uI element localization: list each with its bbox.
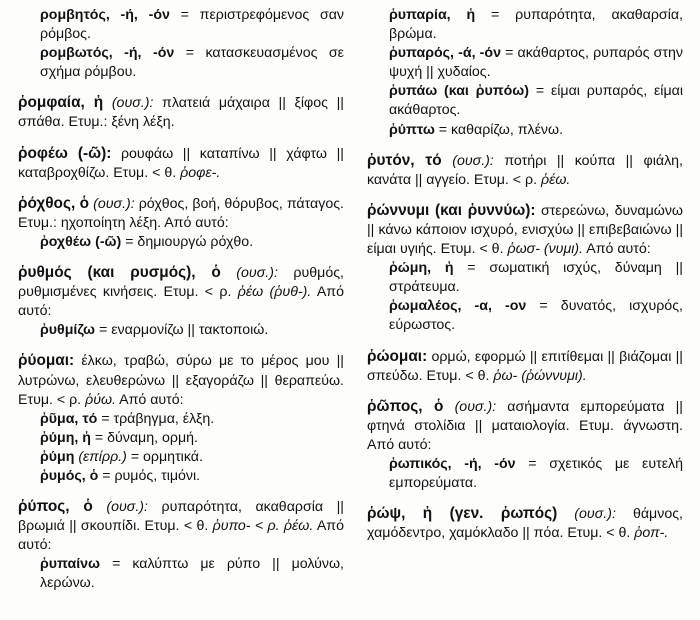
entry-definition: = σχετικός με ευτελή εμπορεύματα. <box>389 455 684 492</box>
entry-definition: ρόχθος, βοή, θόρυβος, πάταγος. Ετυμ.: ηχοποίητη λέξη. Από αυτό: <box>18 195 344 231</box>
entry-tail: Από αυτό: <box>115 391 184 408</box>
entry-definition: = περιστρεφόμενος σαν ρόμβος. <box>40 7 344 43</box>
dictionary-entry <box>18 263 344 340</box>
entry-grammar: (ουσ.): <box>441 152 494 169</box>
left-column <box>18 6 344 605</box>
derived-entry <box>367 297 683 335</box>
dictionary-entry <box>18 144 344 183</box>
dictionary-entry <box>18 93 344 132</box>
entry-definition: έλκω, τραβώ, σύρω με το μέρος μου || λυτρώνω, ελευθερώνω || εξαγοράζω || θεραπεύω. Ετυμ. < ρ. <box>18 353 344 408</box>
derived-entry <box>18 410 344 429</box>
entry-definition: ορμώ, εφορμώ || επιτίθεμαι || βιάζομαι || σπεύδω. Ετυμ. < θ. <box>367 348 683 384</box>
entry-definition: = δύναμη, ορμή. <box>90 429 198 446</box>
entry-lemma: ῥώννυμι (και ῥυννύω): <box>367 201 536 219</box>
dictionary-entry <box>18 351 344 486</box>
dictionary-entry <box>367 82 683 120</box>
dictionary-entry <box>18 6 344 44</box>
dictionary-entry <box>18 194 344 252</box>
dictionary-entry <box>367 44 683 82</box>
entry-lemma: ῥύομαι: <box>18 352 75 370</box>
entry-grammar: (ουσ.): <box>220 265 278 282</box>
entry-lemma: ῥύπτω <box>389 121 435 138</box>
entry-definition: ποτήρι || κούπα || φιάλη, κανάτα || αγγείο. Ετυμ. < ρ. <box>367 152 683 188</box>
etymology-root: ῥοφε-. <box>176 164 221 181</box>
derived-entry <box>18 429 344 448</box>
entry-lemma: ῥύμη, ἡ <box>40 429 91 446</box>
entry-lemma: ρομβητός, -ή, -όν <box>40 7 170 23</box>
entry-definition: = κατασκευασμένος σε σχήμα ρόμβου. <box>40 45 345 81</box>
entry-grammar: (ουσ.): <box>557 506 616 523</box>
entry-lemma: ῥομφαία, ἡ <box>18 94 104 112</box>
entry-definition: ρυπαρότητα, ακαθαρσία || βρωμιά || σκουπίδι. Ετυμ. < θ. <box>18 499 344 535</box>
entry-definition: ρουφάω || καταπίνω || χάφτω || καταβροχθίζω. Ετυμ. < θ. <box>18 145 344 181</box>
entry-lemma: ῥωπικός, -ή, -όν <box>389 455 516 472</box>
dictionary-entry <box>18 44 344 82</box>
entry-lemma: ῥυπαρός, -ά, -όν <box>389 45 501 62</box>
entry-lemma: ῥωμαλέος, -α, -ον <box>389 298 527 315</box>
dictionary-entry <box>18 497 344 593</box>
entry-lemma: ῥυπαίνω <box>40 556 101 573</box>
entry-lemma: ῥυθμίζω <box>40 322 96 339</box>
entry-definition: = καλύπτω με ρύπο || μολύνω, λερώνω. <box>40 556 344 592</box>
entry-lemma: ρομβωτός, -ή, -όν <box>40 45 175 62</box>
etymology-root: ῥυπο- < ρ. ῥέω. <box>208 518 314 535</box>
entry-lemma: ῥυτόν, τό <box>367 151 442 169</box>
entry-definition: στερεώνω, δυναμώνω || κάνω κάποιον ισχυρό, ενισχύω || επιβεβαιώνω || είμαι υγιής. Ετυμ. < θ. <box>367 202 683 258</box>
dictionary-entry <box>367 397 683 493</box>
entry-lemma: ῥυμός, ὁ <box>40 467 99 484</box>
dictionary-entry <box>367 6 683 44</box>
entry-definition: = δυνατός, ισχυρός, εύρωστος. <box>389 298 683 334</box>
etymology-root: ῥέω. <box>537 171 571 188</box>
entry-tail: Από αυτό: <box>583 241 651 258</box>
derived-entry <box>18 555 344 593</box>
derived-entry <box>18 448 344 467</box>
entry-definition: = ρυπαρότητα, ακαθαρσία, βρώμα. <box>389 7 683 43</box>
entry-lemma: ῥῶπος, ὁ <box>367 397 444 415</box>
entry-definition: = εναρμονίζω || τακτοποιώ. <box>95 322 269 339</box>
entry-grammar: (ουσ.): <box>103 95 154 112</box>
entry-grammar: (επίρρ.) <box>74 448 127 465</box>
etymology-root: ῥέω (ῥυθ-). <box>231 284 312 301</box>
derived-entry <box>18 321 344 340</box>
dictionary-entry <box>367 201 683 336</box>
entry-definition: = είμαι ρυπαρός, είμαι ακάθαρτος. <box>389 83 683 119</box>
entry-definition: πλατειά μάχαιρα || ξίφος || σπάθα. Ετυμ.: ξένη λέξη. <box>18 95 344 131</box>
etymology-root: ῥωσ- (νυμι). <box>503 241 584 258</box>
entry-lemma: ῥώμη, ἡ <box>389 260 454 277</box>
entry-lemma: ῥόχθος, ὁ <box>18 194 90 212</box>
derived-entry <box>367 259 683 297</box>
entry-lemma: ῥύμη <box>40 448 75 465</box>
entry-lemma: ῥυπαρία, ἡ <box>389 7 476 23</box>
entry-lemma: ῥοφέω (-ῶ): <box>18 144 112 162</box>
entry-definition: = δημιουργώ ρόχθο. <box>121 233 254 250</box>
derived-entry <box>18 233 344 252</box>
etymology-root: ῥύω. <box>81 391 116 408</box>
right-column <box>367 6 683 554</box>
dictionary-entry <box>367 151 683 190</box>
entry-definition: = ρυμός, τιμόνι. <box>98 467 201 484</box>
etymology-root: ῥοπ-. <box>630 525 669 542</box>
dictionary-entry <box>367 504 683 543</box>
entry-definition: = σωματική ισχύς, δύναμη || στράτευμα. <box>389 260 683 296</box>
entry-lemma: ῥύπος, ὁ <box>18 498 93 516</box>
etymology-root: ῥω- (ῥώννυμι). <box>489 367 587 384</box>
entry-definition: ρυθμός, ρυθμισμένες κινήσεις. Ετυμ. < ρ. <box>18 265 344 301</box>
entry-definition: = καθαρίζω, πλένω. <box>434 121 564 138</box>
entry-grammar: (ουσ.): <box>89 195 135 212</box>
entry-tail: Από αυτό: <box>18 518 344 554</box>
entry-definition: = ακάθαρτος, ρυπαρός στην ψυχή || χυδαίος. <box>389 45 683 81</box>
derived-entry <box>18 467 344 486</box>
entry-lemma: ῥῦμα, τό <box>40 410 98 427</box>
dictionary-entry <box>367 121 683 140</box>
entry-grammar: (ουσ.): <box>443 398 497 415</box>
dictionary-entry <box>367 347 683 386</box>
derived-entry <box>367 455 683 493</box>
entry-definition: ασήμαντα εμπορεύματα || φτηνά στολίδια || ματαιολογία. Ετυμ. άγνωστη. Από αυτό: <box>367 398 683 453</box>
entry-lemma: ῥυπάω (και ῥυπόω) <box>389 83 529 100</box>
entry-lemma: ῥώψ, ἡ (γεν. ῥωπός) <box>367 505 558 523</box>
entry-definition: = ορμητικά. <box>126 448 203 465</box>
entry-grammar: (ουσ.): <box>92 499 148 516</box>
entry-lemma: ῥυθμός (και ρυσμός), ὁ <box>18 264 221 282</box>
entry-lemma: ῥώομαι: <box>367 347 428 365</box>
entry-definition: = τράβηγμα, έλξη. <box>97 410 215 427</box>
entry-lemma: ῥοχθέω (-ῶ) <box>40 233 122 250</box>
entry-definition: θάμνος, χαμόδεντρο, χαμόκλαδο || πόα. Ετυμ. < θ. <box>367 506 683 542</box>
entry-tail: Από αυτό: <box>18 284 344 320</box>
